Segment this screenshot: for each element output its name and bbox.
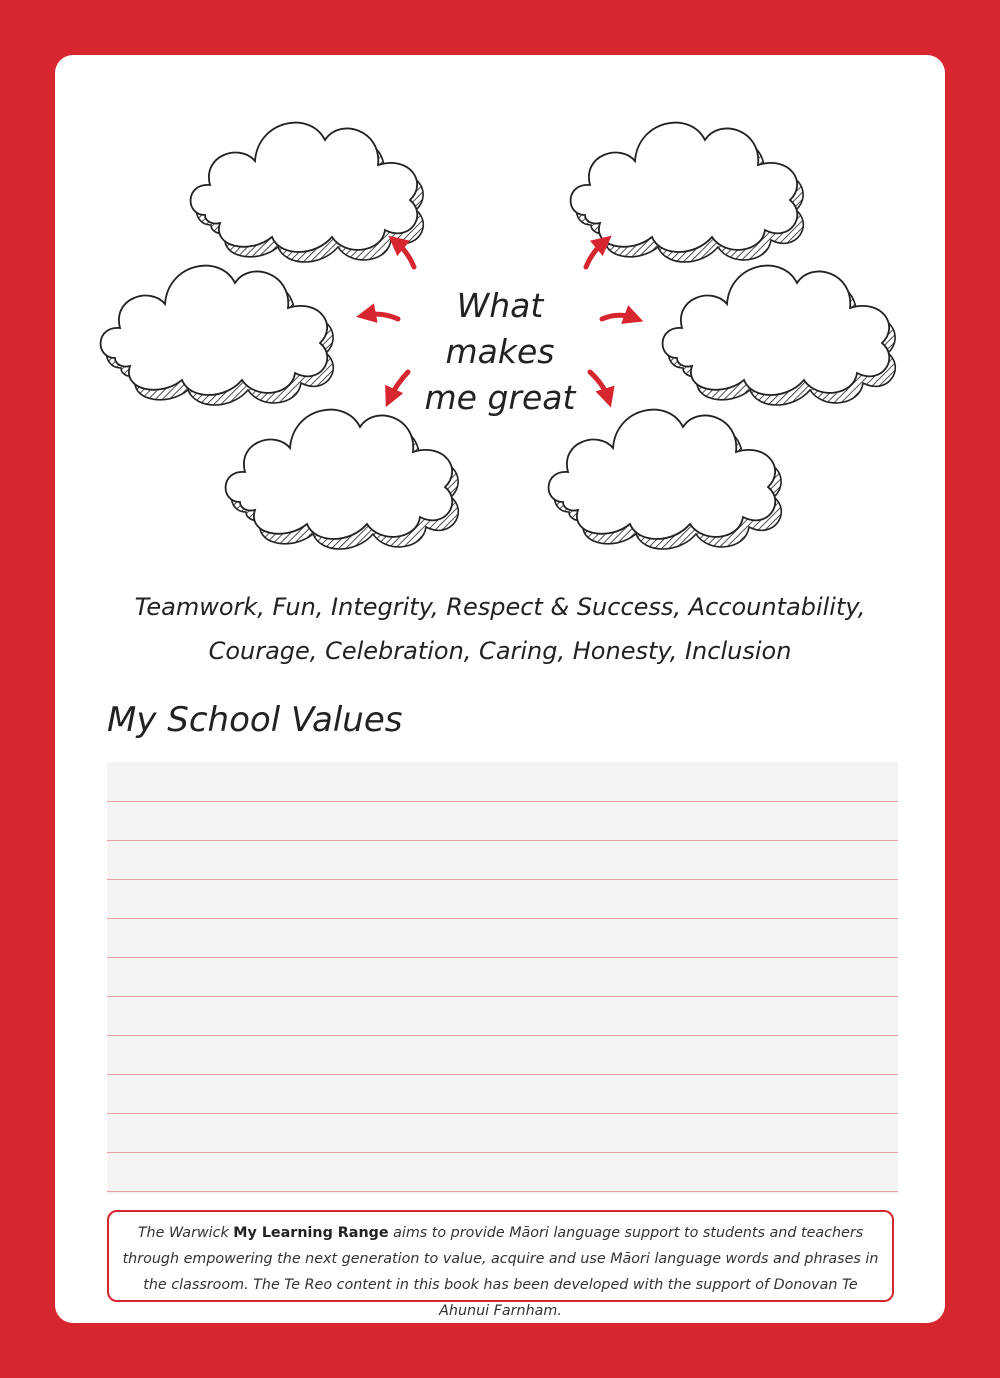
writing-area[interactable] xyxy=(107,762,898,1194)
writing-line xyxy=(107,918,898,919)
section-heading: My School Values xyxy=(107,700,403,740)
writing-line xyxy=(107,801,898,802)
cloud-middle-right xyxy=(663,266,896,405)
writing-line xyxy=(107,1035,898,1036)
arrow-middle-left xyxy=(366,314,398,319)
footer-post: aims to provide Māori language support to students and teachers through empowering the next generation to value, acquire and use Māori language words and phrases in the classroom. The Te Reo content in this book has been developed with the support of Donovan Te Ahunui Farnham. xyxy=(122,1225,879,1319)
mind-map-diagram xyxy=(0,0,1000,560)
writing-line xyxy=(107,1113,898,1114)
arrow-top-right xyxy=(586,242,604,267)
cloud-middle-left xyxy=(101,266,334,405)
arrow-middle-right xyxy=(602,315,634,319)
center-title-line1: What makes xyxy=(445,286,555,371)
cloud-top-left xyxy=(191,123,424,262)
writing-line xyxy=(107,840,898,841)
values-line2: Courage, Celebration, Caring, Honesty, Inclusion xyxy=(208,637,792,665)
writing-line xyxy=(107,996,898,997)
writing-line xyxy=(107,957,898,958)
footer-brand: My Learning Range xyxy=(233,1225,389,1241)
footer-pre: The Warwick xyxy=(137,1225,234,1241)
cloud-bottom-left xyxy=(226,410,459,549)
writing-line xyxy=(107,1152,898,1153)
writing-line xyxy=(107,879,898,880)
writing-line xyxy=(107,1191,898,1192)
center-title-line2: me great xyxy=(424,378,576,417)
cloud-bottom-right xyxy=(549,410,782,549)
writing-line xyxy=(107,1074,898,1075)
center-title xyxy=(400,283,600,421)
values-line1: Teamwork, Fun, Integrity, Respect & Success, Accountability, xyxy=(134,593,866,621)
footer-note xyxy=(107,1210,894,1319)
arrow-top-left xyxy=(396,242,414,267)
values-list xyxy=(100,585,900,673)
